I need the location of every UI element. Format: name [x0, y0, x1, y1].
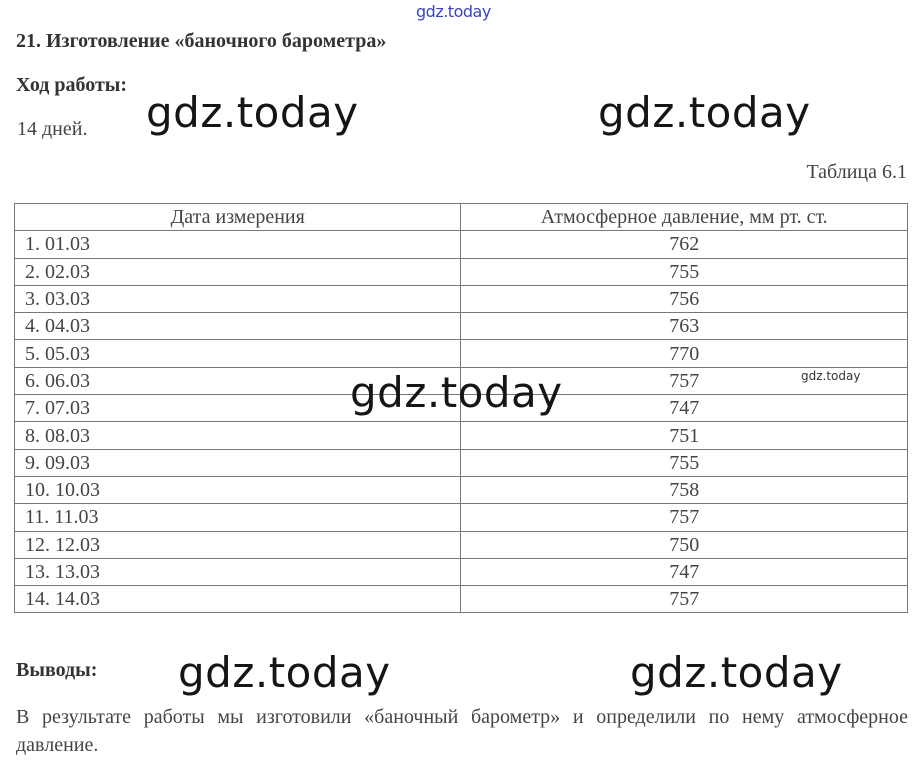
watermark-large: gdz.today [350, 368, 563, 417]
table-row [15, 313, 908, 340]
cell-pressure: 770 [461, 340, 908, 367]
watermark-small: gdz.today [801, 369, 861, 383]
cell-pressure: 747 [461, 558, 908, 585]
table-row [15, 258, 908, 285]
table-row [15, 531, 908, 558]
watermark-large: gdz.today [598, 88, 811, 137]
table-header-row [15, 204, 908, 231]
table-row [15, 476, 908, 503]
cell-date: 8. 08.03 [15, 422, 461, 449]
table-row [15, 231, 908, 258]
conclusions-text: В результате работы мы изготовили «баночный барометр» и определили по нему атмосферное давление. [16, 706, 908, 756]
conclusions-heading: Выводы: [16, 659, 98, 681]
table-row [15, 340, 908, 367]
cell-date: 11. 11.03 [15, 504, 461, 531]
cell-pressure: 747 [461, 395, 908, 422]
cell-pressure: 758 [461, 476, 908, 503]
table-row [15, 422, 908, 449]
cell-pressure: 755 [461, 258, 908, 285]
cell-date: 9. 09.03 [15, 449, 461, 476]
page-title: 21. Изготовление «баночного барометра» [16, 30, 387, 52]
cell-date: 14. 14.03 [15, 586, 461, 613]
column-header-date: Дата измерения [15, 204, 461, 231]
cell-date: 7. 07.03 [15, 395, 461, 422]
cell-pressure: 762 [461, 231, 908, 258]
cell-date: 6. 06.03 [15, 367, 461, 394]
table-row [15, 586, 908, 613]
cell-pressure: 757 [461, 367, 908, 394]
watermark-top: gdz.today [416, 2, 491, 21]
cell-date: 4. 04.03 [15, 313, 461, 340]
column-header-pressure: Атмосферное давление, мм рт. ст. [461, 204, 908, 231]
work-heading: Ход работы: [16, 74, 128, 96]
cell-date: 10. 10.03 [15, 476, 461, 503]
cell-date: 5. 05.03 [15, 340, 461, 367]
work-text: 14 дней. [17, 118, 88, 140]
cell-date: 1. 01.03 [15, 231, 461, 258]
watermark-large: gdz.today [178, 648, 391, 697]
table-row [15, 504, 908, 531]
cell-pressure: 750 [461, 531, 908, 558]
table-row [15, 285, 908, 312]
cell-pressure: 756 [461, 285, 908, 312]
cell-pressure: 751 [461, 422, 908, 449]
cell-date: 13. 13.03 [15, 558, 461, 585]
cell-pressure: 755 [461, 449, 908, 476]
table-row [15, 558, 908, 585]
cell-date: 12. 12.03 [15, 531, 461, 558]
cell-date: 2. 02.03 [15, 258, 461, 285]
watermark-large: gdz.today [146, 88, 359, 137]
cell-pressure: 763 [461, 313, 908, 340]
table-caption: Таблица 6.1 [806, 161, 907, 183]
cell-pressure: 757 [461, 504, 908, 531]
table-row [15, 449, 908, 476]
cell-date: 3. 03.03 [15, 285, 461, 312]
cell-pressure: 757 [461, 586, 908, 613]
watermark-large: gdz.today [630, 648, 843, 697]
